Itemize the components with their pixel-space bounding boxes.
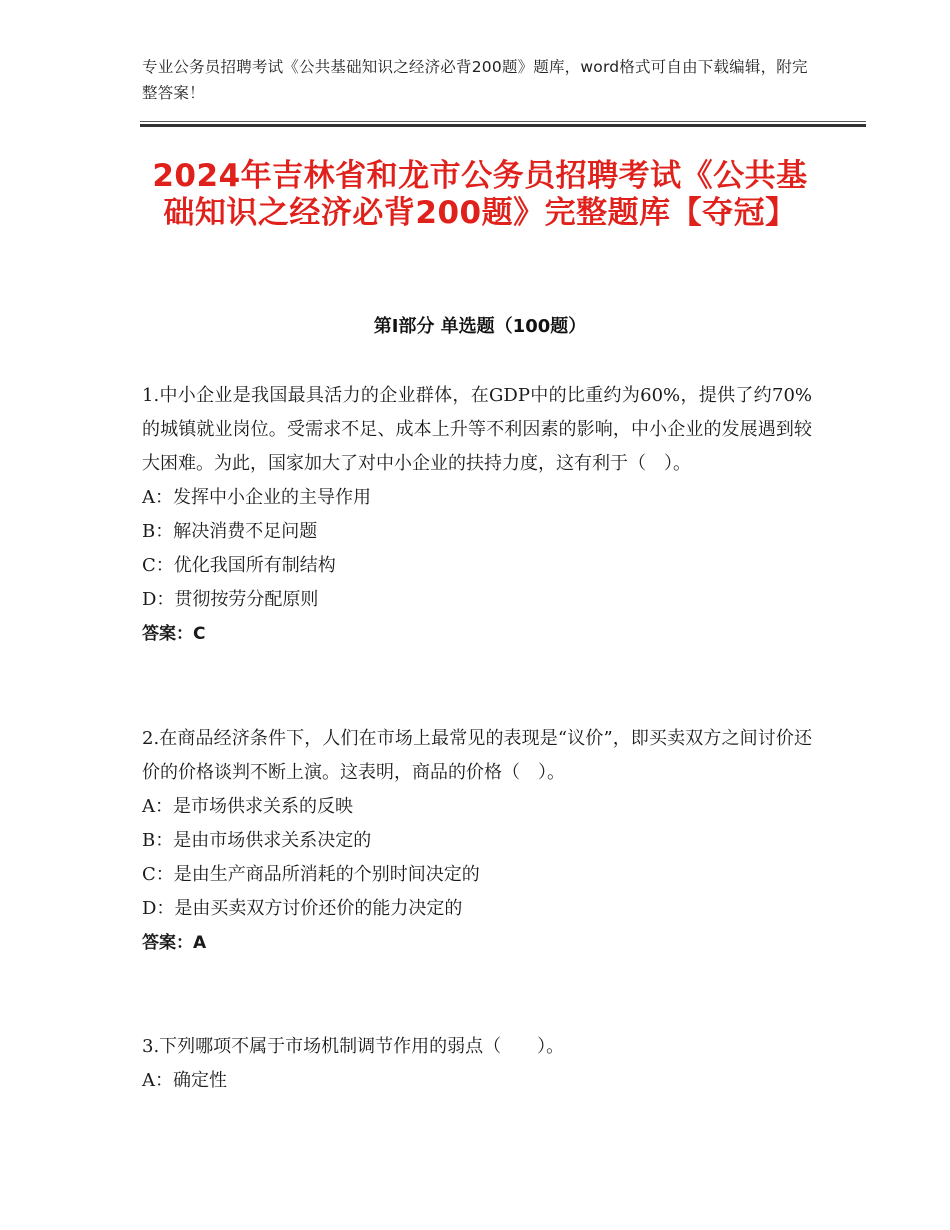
option-c: C：是由生产商品所消耗的个别时间决定的 — [142, 864, 480, 885]
header-note: 专业公务员招聘考试《公共基础知识之经济必背200题》题库，word格式可自由下载编辑，附完整答案！ — [142, 58, 808, 102]
document-title: 2024年吉林省和龙市公务员招聘考试《公共基础知识之经济必背200题》完整题库【夺冠】 — [152, 158, 808, 231]
option-a: A：确定性 — [142, 1070, 227, 1091]
question-item — [142, 1030, 812, 1098]
question-stem: 1.中小企业是我国最具活力的企业群体，在GDP中的比重约为60%，提供了约70%的城镇就业岗位。受需求不足、成本上升等不利因素的影响，中小企业的发展遇到较大困难。为此，国家加大了对中小企业的扶持力度，这有利于（ ）。 — [142, 385, 812, 474]
question-item — [142, 379, 812, 651]
answer-label: 答案：C — [142, 624, 206, 644]
question-stem: 3.下列哪项不属于市场机制调节作用的弱点（ ）。 — [142, 1036, 565, 1057]
question-item — [142, 722, 812, 960]
header-divider-thin — [140, 121, 866, 122]
header-divider-thick — [140, 124, 866, 127]
option-b: B：是由市场供求关系决定的 — [142, 830, 372, 851]
option-a: A：发挥中小企业的主导作用 — [142, 487, 371, 508]
question-stem: 2.在商品经济条件下，人们在市场上最常见的表现是“议价”，即买卖双方之间讨价还价的价格谈判不断上演。这表明，商品的价格（ ）。 — [142, 728, 812, 783]
section-title: 第Ⅰ部分 单选题（100题） — [373, 316, 587, 337]
option-c: C：优化我国所有制结构 — [142, 555, 336, 576]
option-a: A：是市场供求关系的反映 — [142, 796, 353, 817]
option-d: D：是由买卖双方讨价还价的能力决定的 — [142, 898, 463, 919]
option-d: D：贯彻按劳分配原则 — [142, 589, 319, 610]
option-b: B：解决消费不足问题 — [142, 521, 318, 542]
answer-label: 答案：A — [142, 933, 207, 953]
